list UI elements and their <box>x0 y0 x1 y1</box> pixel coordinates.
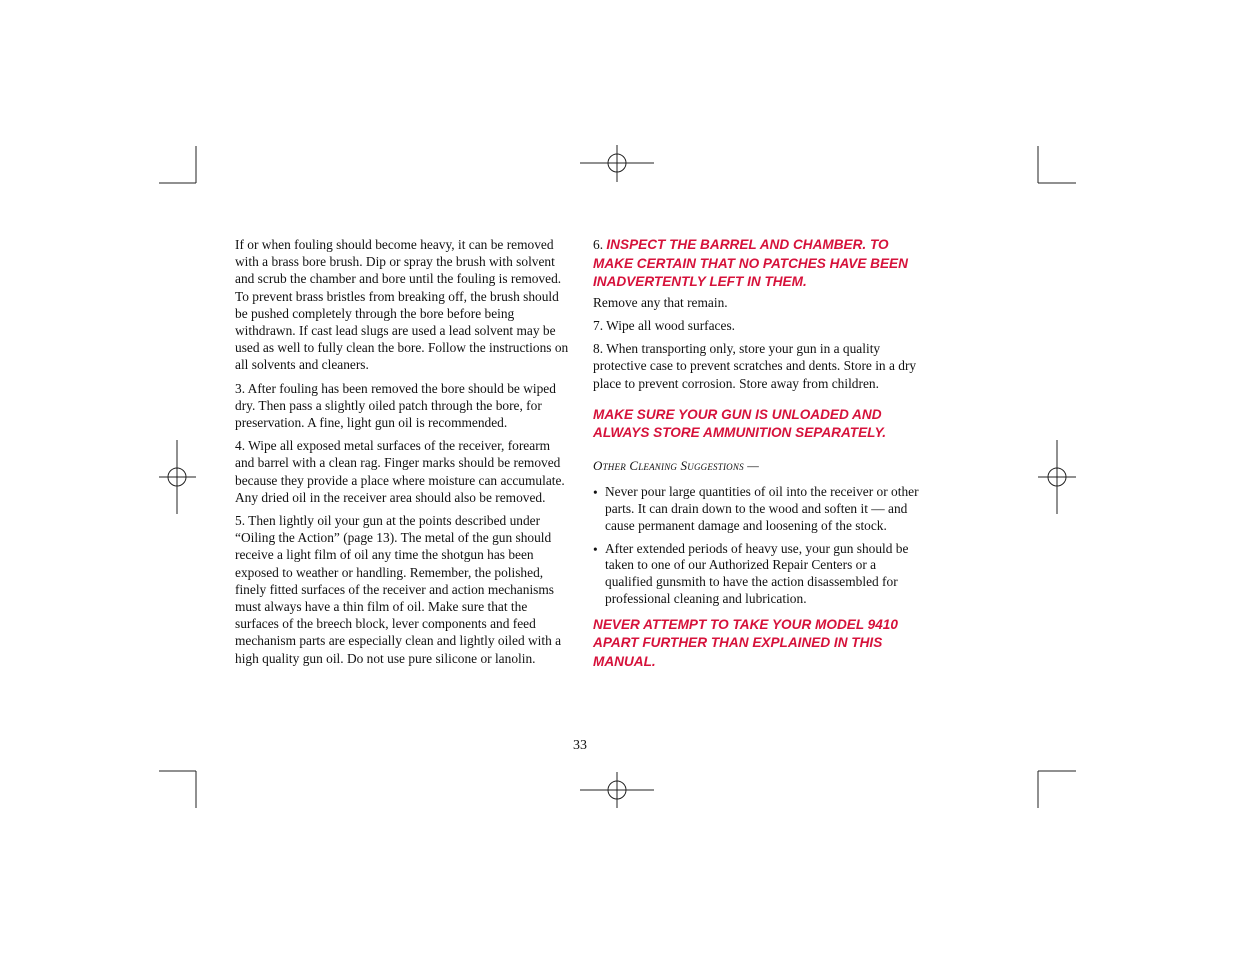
section-subheading: Other Cleaning Suggestions — <box>593 457 759 473</box>
bullet-dot: • <box>593 541 598 557</box>
step-6-number: 6. <box>593 237 604 252</box>
step-6-text: Remove any that remain. <box>593 294 728 310</box>
registration-target-top <box>580 145 654 182</box>
step-7: 7. Wipe all wood surfaces. <box>593 317 736 333</box>
bullet-text: After extended periods of heavy use, your gun should be taken to one of our Authorized Repair Centers or a qualified gunsmith to have the action disassembled for professional cleaning and lubrication. <box>605 540 909 606</box>
bullet-item <box>593 484 919 534</box>
registration-target-left <box>159 440 196 514</box>
paragraph-step-3: 3. After fouling has been removed the bore should be wiped dry. Then pass a slightly oiled patch through the bore, for preservation. A fine, light gun oil is recommended. <box>235 380 556 431</box>
bullet-item <box>593 541 919 608</box>
warning-disassembly: NEVER ATTEMPT TO TAKE YOUR MODEL 9410 APART FURTHER THAN EXPLAINED IN THIS MANUAL. <box>593 616 898 669</box>
step-6 <box>593 236 919 292</box>
bullet-text: Never pour large quantities of oil into the receiver or other parts. It can drain down to the wood and soften it — and cause permanent damage and loosening of the stock. <box>605 484 919 533</box>
paragraph-step-5: 5. Then lightly oil your gun at the points described under “Oiling the Action” (page 13). The metal of the gun should receive a light film of oil any time the shotgun has been exposed to weather or handling. Remember, the polished, finely fitted surfaces of the receiver and action mechanisms must always have a thin film of oil. Make sure that the surfaces of the breech block, lever components and feed mechanism parts are especially clean and lightly oiled with a high quality gun oil. Do not use pure silicone or lanolin. <box>235 513 562 666</box>
left-column <box>235 236 569 673</box>
step-6-warning: INSPECT THE BARREL AND CHAMBER. TO MAKE CERTAIN THAT NO PATCHES HAVE BEEN INADVERTENTLY LEFT IN THEM. <box>593 237 908 290</box>
bullet-dot: • <box>593 485 598 501</box>
right-column <box>593 236 919 684</box>
warning-unloaded: MAKE SURE YOUR GUN IS UNLOADED AND ALWAYS STORE AMMUNITION SEPARATELY. <box>593 406 887 441</box>
registration-target-right <box>1038 440 1076 514</box>
paragraph-step-4: 4. Wipe all exposed metal surfaces of the receiver, forearm and barrel with a clean rag. Finger marks should be removed because they provide a place where moisture can accumulate. Any dried oil in the receiver area should also be removed. <box>235 438 565 505</box>
registration-target-bottom <box>580 772 654 808</box>
paragraph-heavy-fouling: If or when fouling should become heavy, it can be removed with a brass bore brush. Dip or spray the brush with solvent and scrub the chamber and bore until the fouling is removed. To prevent brass bristles from breaking off, the brush should be pushed completely through the bore before being withdrawn. If cast lead slugs are used a lead solvent may be used as well to fully clean the bore. Follow the instructions on all solvents and cleaners. <box>235 237 569 373</box>
step-8: 8. When transporting only, store your gun in a quality protective case to prevent scratches and dents. Store in a dry place to prevent corrosion. Store away from children. <box>593 341 917 391</box>
page-number: 33 <box>573 738 587 753</box>
